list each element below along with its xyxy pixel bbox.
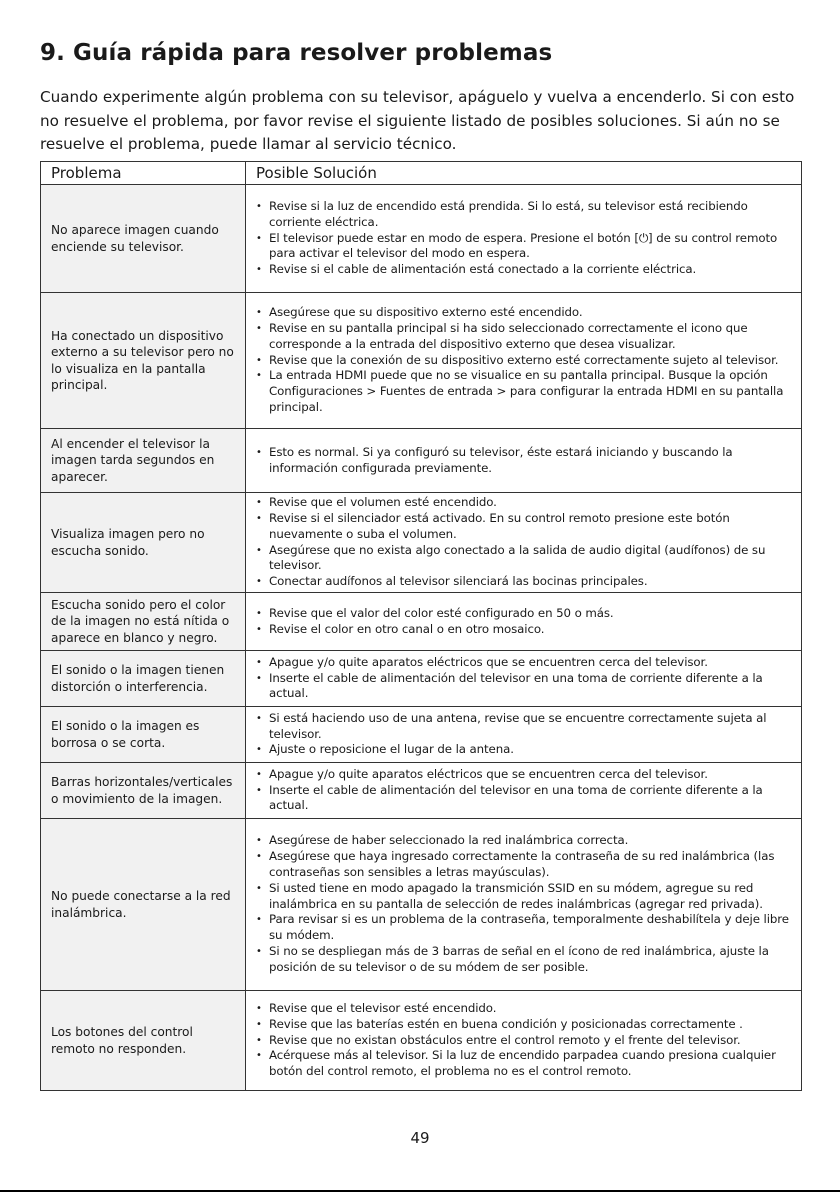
solution-cell <box>246 707 802 763</box>
problem-cell: Visualiza imagen pero no escucha sonido. <box>41 493 246 593</box>
solution-cell <box>246 763 802 819</box>
table-body <box>41 185 802 1091</box>
table-row <box>41 819 802 991</box>
solution-list <box>256 495 793 590</box>
table-row <box>41 429 802 493</box>
solution-cell <box>246 185 802 293</box>
solution-item: • Revise en su pantalla principal si ha sido seleccionado correctamente el icono que corresponde a la entrada del dispositivo externo que desea visualizar. <box>256 321 793 353</box>
solution-item: • Revise el color en otro canal o en otro mosaico. <box>256 622 793 638</box>
solution-cell <box>246 593 802 651</box>
table-row <box>41 185 802 293</box>
solution-item: • Revise que la conexión de su dispositivo externo esté correctamente sujeto al televisor. <box>256 353 793 369</box>
solution-cell <box>246 493 802 593</box>
solution-item: • Para revisar si es un problema de la contraseña, temporalmente deshabilítela y deje libre su módem. <box>256 912 793 944</box>
solution-list <box>256 445 793 477</box>
problem-cell: Ha conectado un dispositivo externo a su televisor pero no lo visualiza en la pantalla principal. <box>41 293 246 429</box>
solution-list <box>256 767 793 814</box>
table-row <box>41 707 802 763</box>
solution-item: • Inserte el cable de alimentación del televisor en una toma de corriente diferente a la actual. <box>256 783 793 815</box>
solution-item: • El televisor puede estar en modo de espera. Presione el botón [⏻] de su control remoto para activar el televisor del modo en espera. <box>256 231 793 263</box>
solution-item: • Revise que las baterías estén en buena condición y posicionadas correctamente . <box>256 1017 793 1033</box>
solution-item: • Si no se despliegan más de 3 barras de señal en el ícono de red inalámbrica, ajuste la posición de su televisor o de su módem de ser posible. <box>256 944 793 976</box>
problem-cell: No aparece imagen cuando enciende su televisor. <box>41 185 246 293</box>
solution-item: • Revise si el silenciador está activado. En su control remoto presione este botón nuevamente o suba el volumen. <box>256 511 793 543</box>
table-row <box>41 493 802 593</box>
solution-list <box>256 606 793 638</box>
solution-cell <box>246 293 802 429</box>
problem-cell: Barras horizontales/verticales o movimiento de la imagen. <box>41 763 246 819</box>
solution-item: • Revise que el valor del color esté configurado en 50 o más. <box>256 606 793 622</box>
solution-list <box>256 199 793 278</box>
solution-item: • Revise si la luz de encendido está prendida. Si lo está, su televisor está recibiendo corriente eléctrica. <box>256 199 793 231</box>
table-row <box>41 593 802 651</box>
problem-cell: No puede conectarse a la red inalámbrica. <box>41 819 246 991</box>
solution-cell <box>246 429 802 493</box>
solution-item: • Apague y/o quite aparatos eléctricos que se encuentren cerca del televisor. <box>256 767 793 783</box>
solution-cell <box>246 991 802 1091</box>
solution-cell <box>246 651 802 707</box>
solution-list <box>256 833 793 975</box>
header-problem: Problema <box>41 162 246 185</box>
solution-cell <box>246 819 802 991</box>
solution-list <box>256 305 793 416</box>
table-row <box>41 651 802 707</box>
problem-cell: El sonido o la imagen tienen distorción o interferencia. <box>41 651 246 707</box>
problem-cell: Los botones del control remoto no responden. <box>41 991 246 1091</box>
solution-item: • Apague y/o quite aparatos eléctricos que se encuentren cerca del televisor. <box>256 655 793 671</box>
solution-item: • Revise que el volumen esté encendido. <box>256 495 793 511</box>
solution-item: • Inserte el cable de alimentación del televisor en una toma de corriente diferente a la actual. <box>256 671 793 703</box>
problem-cell: Escucha sonido pero el color de la imagen no está nítida o aparece en blanco y negro. <box>41 593 246 651</box>
solution-item: • Asegúrese que no exista algo conectado a la salida de audio digital (audífonos) de su televisor. <box>256 543 793 575</box>
solution-item: • Revise que no existan obstáculos entre el control remoto y el frente del televisor. <box>256 1033 793 1049</box>
solution-item: • Esto es normal. Si ya configuró su televisor, éste estará iniciando y buscando la información configurada previamente. <box>256 445 793 477</box>
solution-list <box>256 711 793 758</box>
solution-item: • Si usted tiene en modo apagado la transmición SSID en su módem, agregue su red inalámbrica en su pantalla de selección de redes inalámbricas (agregar red privada). <box>256 881 793 913</box>
solution-item: • Si está haciendo uso de una antena, revise que se encuentre correctamente sujeta al televisor. <box>256 711 793 743</box>
solution-item: • Asegúrese que su dispositivo externo esté encendido. <box>256 305 793 321</box>
table-header-row <box>41 162 802 185</box>
intro-paragraph: Cuando experimente algún problema con su televisor, apáguelo y vuelva a encenderlo. Si con esto no resuelve el problema, por favor revise el siguiente listado de posibles soluciones. Si aún no se resuelve el problema, puede llamar al servicio técnico. <box>40 88 795 153</box>
page-number: 49 <box>410 1129 430 1147</box>
solution-item: • Ajuste o reposicione el lugar de la antena. <box>256 742 793 758</box>
solution-item: • Asegúrese de haber seleccionado la red inalámbrica correcta. <box>256 833 793 849</box>
page-title: 9. Guía rápida para resolver problemas <box>40 40 553 66</box>
table-row <box>41 763 802 819</box>
solution-list <box>256 1001 793 1080</box>
header-solution: Posible Solución <box>246 162 802 185</box>
solution-item: • Revise si el cable de alimentación está conectado a la corriente eléctrica. <box>256 262 793 278</box>
problem-cell: El sonido o la imagen es borrosa o se corta. <box>41 707 246 763</box>
solution-item: • La entrada HDMI puede que no se visualice en su pantalla principal. Busque la opción Configuraciones > Fuentes de entrada > para configurar la entrada HDMI en su pantalla principal. <box>256 368 793 415</box>
problem-cell: Al encender el televisor la imagen tarda segundos en aparecer. <box>41 429 246 493</box>
troubleshooting-table <box>40 161 802 1091</box>
solution-item: • Revise que el televisor esté encendido. <box>256 1001 793 1017</box>
table-row <box>41 293 802 429</box>
solution-item: • Acérquese más al televisor. Si la luz de encendido parpadea cuando presiona cualquier botón del control remoto, el problema no es el control remoto. <box>256 1048 793 1080</box>
table-row <box>41 991 802 1091</box>
solution-item: • Asegúrese que haya ingresado correctamente la contraseña de su red inalámbrica (las contraseñas son sensibles a letras mayúsculas). <box>256 849 793 881</box>
solution-item: • Conectar audífonos al televisor silenciará las bocinas principales. <box>256 574 793 590</box>
solution-list <box>256 655 793 702</box>
